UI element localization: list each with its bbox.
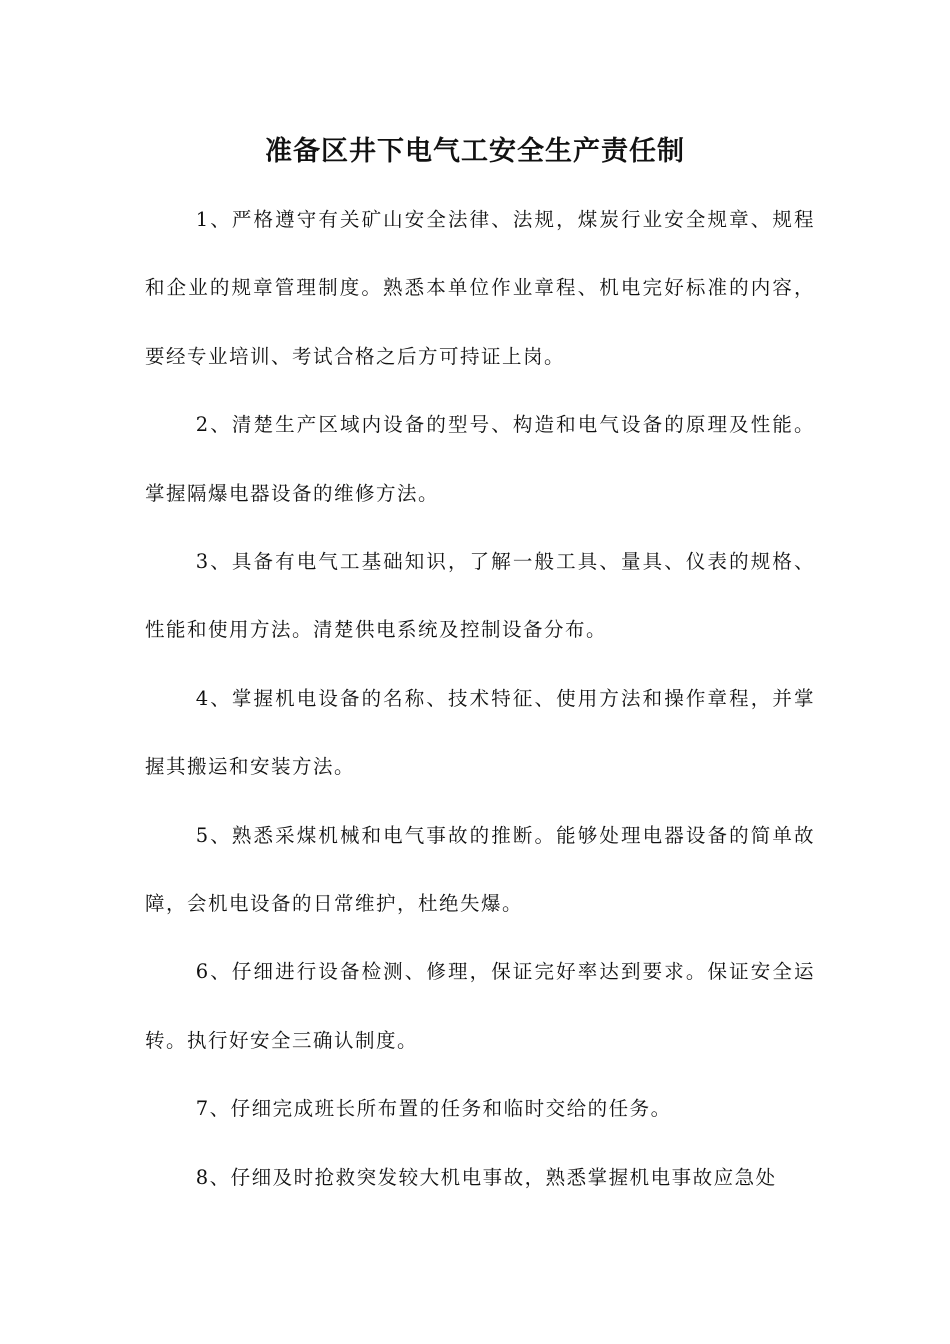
paragraph-6: 6、仔细进行设备检测、修理，保证完好率达到要求。保证安全运转。执行好安全三确认制度。 bbox=[145, 960, 815, 1052]
paragraph-1: 1、严格遵守有关矿山安全法律、法规，煤炭行业安全规章、规程和企业的规章管理制度。熟悉本单位作业章程、机电完好标准的内容，要经专业培训、考试合格之后方可持证上岗。 bbox=[145, 208, 815, 368]
paragraph-7: 7、仔细完成班长所布置的任务和临时交给的任务。 bbox=[195, 1097, 672, 1121]
paragraph-3: 3、具备有电气工基础知识，了解一般工具、量具、仪表的规格、性能和使用方法。清楚供电系统及控制设备分布。 bbox=[145, 550, 815, 642]
document-title: 准备区井下电气工安全生产责任制 bbox=[265, 136, 685, 167]
paragraph-8: 8、仔细及时抢救突发较大机电事故，熟悉掌握机电事故应急处 bbox=[195, 1165, 777, 1189]
paragraph-2: 2、清楚生产区域内设备的型号、构造和电气设备的原理及性能。掌握隔爆电器设备的维修方法。 bbox=[145, 413, 815, 505]
paragraph-5: 5、熟悉采煤机械和电气事故的推断。能够处理电器设备的简单故障，会机电设备的日常维护，杜绝失爆。 bbox=[145, 823, 815, 916]
paragraph-4: 4、掌握机电设备的名称、技术特征、使用方法和操作章程，并掌握其搬运和安装方法。 bbox=[145, 686, 815, 779]
document-body bbox=[145, 186, 815, 1212]
